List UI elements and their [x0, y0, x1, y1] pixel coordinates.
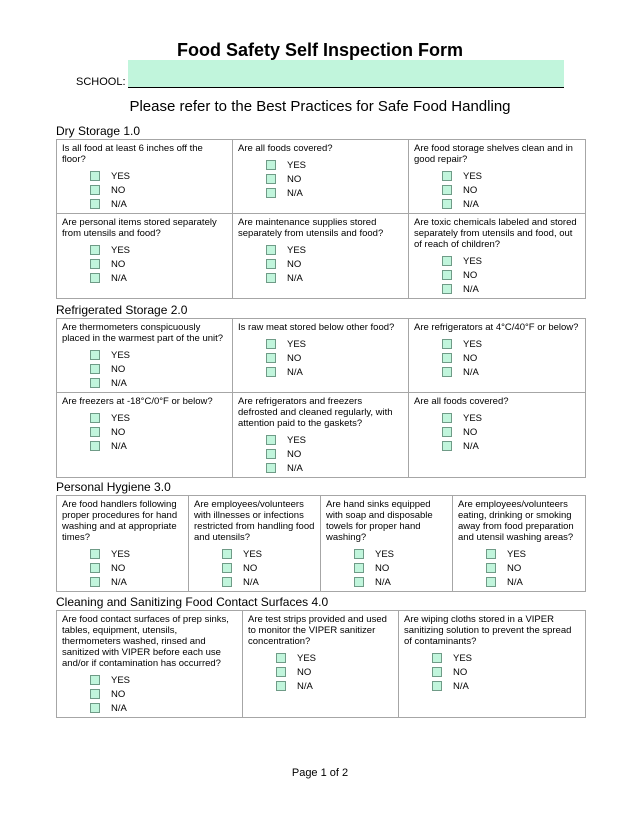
question-cell: [409, 214, 586, 299]
answer-option: [276, 651, 393, 665]
answer-option: [442, 197, 580, 211]
answer-option: [276, 679, 393, 693]
na-checkbox[interactable]: [442, 441, 452, 451]
yes-checkbox[interactable]: [432, 653, 442, 663]
school-input[interactable]: [128, 60, 564, 88]
question-text: Are personal items stored separately from utensils and food?: [62, 217, 217, 239]
answer-option: [266, 447, 403, 461]
no-label: NO: [507, 562, 522, 574]
no-label: NO: [243, 562, 258, 574]
yes-checkbox[interactable]: [222, 549, 232, 559]
na-label: N/A: [287, 366, 303, 378]
answer-options: [486, 547, 580, 589]
no-checkbox[interactable]: [90, 364, 100, 374]
answer-options: [266, 158, 403, 200]
na-checkbox[interactable]: [90, 577, 100, 587]
yes-checkbox[interactable]: [266, 435, 276, 445]
form-subtitle: Please refer to the Best Practices for Safe Food Handling: [129, 98, 511, 115]
yes-label: YES: [111, 548, 131, 560]
question-text: Are test strips provided and used to monitor the VIPER sanitizer concentration?: [248, 614, 387, 647]
no-label: NO: [453, 666, 468, 678]
question-text: Are toxic chemicals labeled and stored separately from utensils and food, out of reach of children?: [414, 217, 577, 250]
question-text: Are maintenance supplies stored separately from utensils and food?: [238, 217, 384, 239]
answer-option: [266, 337, 403, 351]
answer-options: [266, 337, 403, 379]
answer-options: [442, 254, 580, 296]
yes-label: YES: [243, 548, 263, 560]
answer-option: [266, 351, 403, 365]
question-text: Are all foods covered?: [414, 396, 509, 407]
answer-options: [266, 433, 403, 475]
answer-options: [354, 547, 447, 589]
na-label: N/A: [375, 576, 391, 588]
question-text: Are food handlers following proper procedures for hand washing and at appropriate times?: [62, 499, 178, 543]
cleaning-sanitizing-table: [56, 610, 586, 718]
answer-option: [90, 271, 227, 285]
question-cell: [57, 319, 233, 393]
no-label: NO: [111, 184, 126, 196]
answer-option: [442, 169, 580, 183]
na-checkbox[interactable]: [90, 441, 100, 451]
page-number: Page 1 of 2: [291, 767, 349, 779]
answer-options: [90, 169, 227, 211]
question-text: Are hand sinks equipped with soap and disposable towels for proper hand washing?: [326, 499, 433, 543]
form-title: Food Safety Self Inspection Form: [176, 40, 464, 60]
no-label: NO: [463, 426, 478, 438]
question-text: Is raw meat stored below other food?: [238, 322, 395, 333]
answer-options: [442, 337, 580, 379]
yes-checkbox[interactable]: [90, 413, 100, 423]
answer-option: [442, 365, 580, 379]
answer-options: [266, 243, 403, 285]
answer-option: [90, 673, 237, 687]
answer-option: [90, 439, 227, 453]
answer-option: [90, 701, 237, 715]
na-checkbox[interactable]: [90, 199, 100, 209]
school-label: SCHOOL:: [76, 76, 126, 88]
na-checkbox[interactable]: [486, 577, 496, 587]
na-label: N/A: [111, 702, 127, 714]
yes-label: YES: [111, 674, 131, 686]
answer-options: [90, 547, 183, 589]
no-checkbox[interactable]: [266, 449, 276, 459]
no-checkbox[interactable]: [442, 427, 452, 437]
question-cell: [321, 496, 453, 592]
na-checkbox[interactable]: [90, 378, 100, 388]
answer-option: [442, 425, 580, 439]
question-cell: [57, 140, 233, 214]
answer-option: [90, 169, 227, 183]
answer-option: [90, 411, 227, 425]
section-title-refrigerated-storage: Refrigerated Storage 2.0: [56, 303, 188, 317]
yes-label: YES: [287, 434, 307, 446]
answer-option: [266, 257, 403, 271]
yes-label: YES: [463, 255, 483, 267]
yes-checkbox[interactable]: [442, 339, 452, 349]
na-checkbox[interactable]: [266, 273, 276, 283]
answer-option: [266, 158, 403, 172]
question-cell: [399, 611, 586, 718]
na-label: N/A: [507, 576, 523, 588]
answer-option: [90, 561, 183, 575]
na-checkbox[interactable]: [266, 367, 276, 377]
yes-checkbox[interactable]: [90, 549, 100, 559]
no-label: NO: [287, 352, 302, 364]
yes-label: YES: [463, 338, 483, 350]
section-title-cleaning-sanitizing: Cleaning and Sanitizing Food Contact Surfaces 4.0: [56, 595, 329, 609]
question-text: Are food contact surfaces of prep sinks, tables, equipment, utensils, thermometers washed, rinsed and sanitized with VIPER before each use and/or if contamination has occurred?: [62, 614, 229, 669]
question-cell: [233, 393, 409, 478]
answer-option: [266, 172, 403, 186]
answer-option: [90, 425, 227, 439]
na-checkbox[interactable]: [432, 681, 442, 691]
yes-checkbox[interactable]: [90, 171, 100, 181]
yes-checkbox[interactable]: [266, 245, 276, 255]
yes-checkbox[interactable]: [442, 171, 452, 181]
answer-option: [442, 337, 580, 351]
question-text: Are freezers at -18°C/0°F or below?: [62, 396, 213, 407]
answer-options: [90, 348, 227, 390]
answer-option: [266, 461, 403, 475]
yes-checkbox[interactable]: [442, 413, 452, 423]
yes-label: YES: [287, 159, 307, 171]
yes-label: YES: [463, 412, 483, 424]
answer-option: [90, 257, 227, 271]
personal-hygiene-table: [56, 495, 586, 592]
yes-checkbox[interactable]: [90, 245, 100, 255]
section-title-personal-hygiene: Personal Hygiene 3.0: [56, 480, 171, 494]
question-text: Are refrigerators and freezers defrosted and cleaned regularly, with attention paid to the gaskets?: [238, 396, 393, 429]
no-checkbox[interactable]: [432, 667, 442, 677]
yes-checkbox[interactable]: [90, 675, 100, 685]
answer-options: [90, 673, 237, 715]
question-text: Are wiping cloths stored in a VIPER sanitizing solution to prevent the spread of contaminants?: [404, 614, 572, 647]
answer-option: [354, 575, 447, 589]
yes-label: YES: [287, 338, 307, 350]
yes-checkbox[interactable]: [90, 350, 100, 360]
na-checkbox[interactable]: [90, 273, 100, 283]
yes-label: YES: [297, 652, 317, 664]
no-checkbox[interactable]: [442, 353, 452, 363]
no-checkbox[interactable]: [276, 667, 286, 677]
answer-option: [90, 547, 183, 561]
no-label: NO: [287, 448, 302, 460]
answer-options: [442, 411, 580, 453]
dry-storage-table: [56, 139, 586, 299]
answer-option: [354, 561, 447, 575]
answer-option: [266, 243, 403, 257]
no-label: NO: [111, 426, 126, 438]
no-label: NO: [287, 258, 302, 270]
no-checkbox[interactable]: [354, 563, 364, 573]
no-label: NO: [463, 184, 478, 196]
na-checkbox[interactable]: [442, 367, 452, 377]
no-checkbox[interactable]: [90, 689, 100, 699]
na-label: N/A: [111, 272, 127, 284]
question-cell: [57, 214, 233, 299]
answer-option: [90, 197, 227, 211]
na-label: N/A: [111, 576, 127, 588]
question-cell: [57, 393, 233, 478]
na-label: N/A: [287, 462, 303, 474]
answer-option: [222, 561, 315, 575]
yes-label: YES: [375, 548, 395, 560]
question-cell: [409, 140, 586, 214]
na-label: N/A: [463, 366, 479, 378]
answer-option: [90, 362, 227, 376]
na-label: N/A: [287, 187, 303, 199]
na-label: N/A: [243, 576, 259, 588]
answer-option: [266, 365, 403, 379]
no-checkbox[interactable]: [486, 563, 496, 573]
question-cell: [233, 214, 409, 299]
no-label: NO: [463, 269, 478, 281]
answer-option: [90, 687, 237, 701]
no-label: NO: [111, 688, 126, 700]
answer-option: [442, 282, 580, 296]
yes-checkbox[interactable]: [442, 256, 452, 266]
answer-option: [442, 351, 580, 365]
na-label: N/A: [463, 198, 479, 210]
na-label: N/A: [111, 377, 127, 389]
section-title-dry-storage: Dry Storage 1.0: [56, 124, 141, 138]
answer-option: [90, 376, 227, 390]
no-label: NO: [375, 562, 390, 574]
answer-option: [266, 271, 403, 285]
yes-label: YES: [111, 349, 131, 361]
no-label: NO: [111, 258, 126, 270]
na-checkbox[interactable]: [442, 284, 452, 294]
no-label: NO: [287, 173, 302, 185]
answer-option: [432, 665, 580, 679]
question-text: Are refrigerators at 4°C/40°F or below?: [414, 322, 579, 333]
question-text: Are all foods covered?: [238, 143, 333, 154]
na-checkbox[interactable]: [442, 199, 452, 209]
answer-option: [442, 183, 580, 197]
yes-checkbox[interactable]: [266, 160, 276, 170]
no-checkbox[interactable]: [222, 563, 232, 573]
na-label: N/A: [463, 440, 479, 452]
na-label: N/A: [453, 680, 469, 692]
yes-label: YES: [111, 412, 131, 424]
yes-label: YES: [507, 548, 527, 560]
question-text: Are employees/volunteers eating, drinking or smoking away from food preparation and utensil washing areas?: [458, 499, 574, 543]
answer-option: [432, 651, 580, 665]
yes-label: YES: [111, 170, 131, 182]
na-checkbox[interactable]: [276, 681, 286, 691]
answer-option: [486, 561, 580, 575]
na-label: N/A: [287, 272, 303, 284]
na-label: N/A: [111, 440, 127, 452]
na-checkbox[interactable]: [266, 463, 276, 473]
no-checkbox[interactable]: [90, 185, 100, 195]
answer-options: [222, 547, 315, 589]
answer-option: [442, 254, 580, 268]
question-cell: [409, 393, 586, 478]
answer-options: [442, 169, 580, 211]
yes-checkbox[interactable]: [276, 653, 286, 663]
na-label: N/A: [463, 283, 479, 295]
no-checkbox[interactable]: [90, 563, 100, 573]
no-checkbox[interactable]: [266, 174, 276, 184]
question-cell: [233, 140, 409, 214]
answer-option: [90, 348, 227, 362]
answer-option: [222, 575, 315, 589]
refrigerated-storage-table: [56, 318, 586, 478]
no-checkbox[interactable]: [442, 270, 452, 280]
answer-option: [222, 547, 315, 561]
answer-option: [266, 433, 403, 447]
no-label: NO: [463, 352, 478, 364]
no-label: NO: [111, 363, 126, 375]
na-label: N/A: [297, 680, 313, 692]
no-label: NO: [111, 562, 126, 574]
no-checkbox[interactable]: [442, 185, 452, 195]
yes-label: YES: [111, 244, 131, 256]
answer-option: [442, 439, 580, 453]
yes-checkbox[interactable]: [354, 549, 364, 559]
question-text: Is all food at least 6 inches off the floor?: [62, 143, 203, 165]
na-checkbox[interactable]: [222, 577, 232, 587]
na-label: N/A: [111, 198, 127, 210]
answer-options: [90, 411, 227, 453]
question-text: Are employees/volunteers with illnesses or infections restricted from handling food and utensils?: [194, 499, 315, 543]
yes-label: YES: [287, 244, 307, 256]
question-cell: [243, 611, 399, 718]
yes-checkbox[interactable]: [486, 549, 496, 559]
yes-label: YES: [463, 170, 483, 182]
answer-option: [90, 575, 183, 589]
answer-option: [90, 183, 227, 197]
question-cell: [189, 496, 321, 592]
answer-options: [276, 651, 393, 693]
yes-checkbox[interactable]: [266, 339, 276, 349]
answer-option: [432, 679, 580, 693]
answer-option: [486, 575, 580, 589]
answer-option: [354, 547, 447, 561]
question-cell: [233, 319, 409, 393]
answer-option: [442, 411, 580, 425]
no-label: NO: [297, 666, 312, 678]
na-checkbox[interactable]: [354, 577, 364, 587]
no-checkbox[interactable]: [90, 259, 100, 269]
answer-option: [442, 268, 580, 282]
question-cell: [453, 496, 586, 592]
question-cell: [57, 611, 243, 718]
answer-option: [486, 547, 580, 561]
question-cell: [57, 496, 189, 592]
na-checkbox[interactable]: [266, 188, 276, 198]
question-cell: [409, 319, 586, 393]
question-text: Are thermometers conspicuously placed in the warmest part of the unit?: [62, 322, 224, 344]
answer-option: [266, 186, 403, 200]
answer-options: [90, 243, 227, 285]
no-checkbox[interactable]: [90, 427, 100, 437]
question-text: Are food storage shelves clean and in good repair?: [414, 143, 573, 165]
answer-option: [276, 665, 393, 679]
no-checkbox[interactable]: [266, 353, 276, 363]
answer-option: [90, 243, 227, 257]
no-checkbox[interactable]: [266, 259, 276, 269]
answer-options: [432, 651, 580, 693]
na-checkbox[interactable]: [90, 703, 100, 713]
yes-label: YES: [453, 652, 473, 664]
